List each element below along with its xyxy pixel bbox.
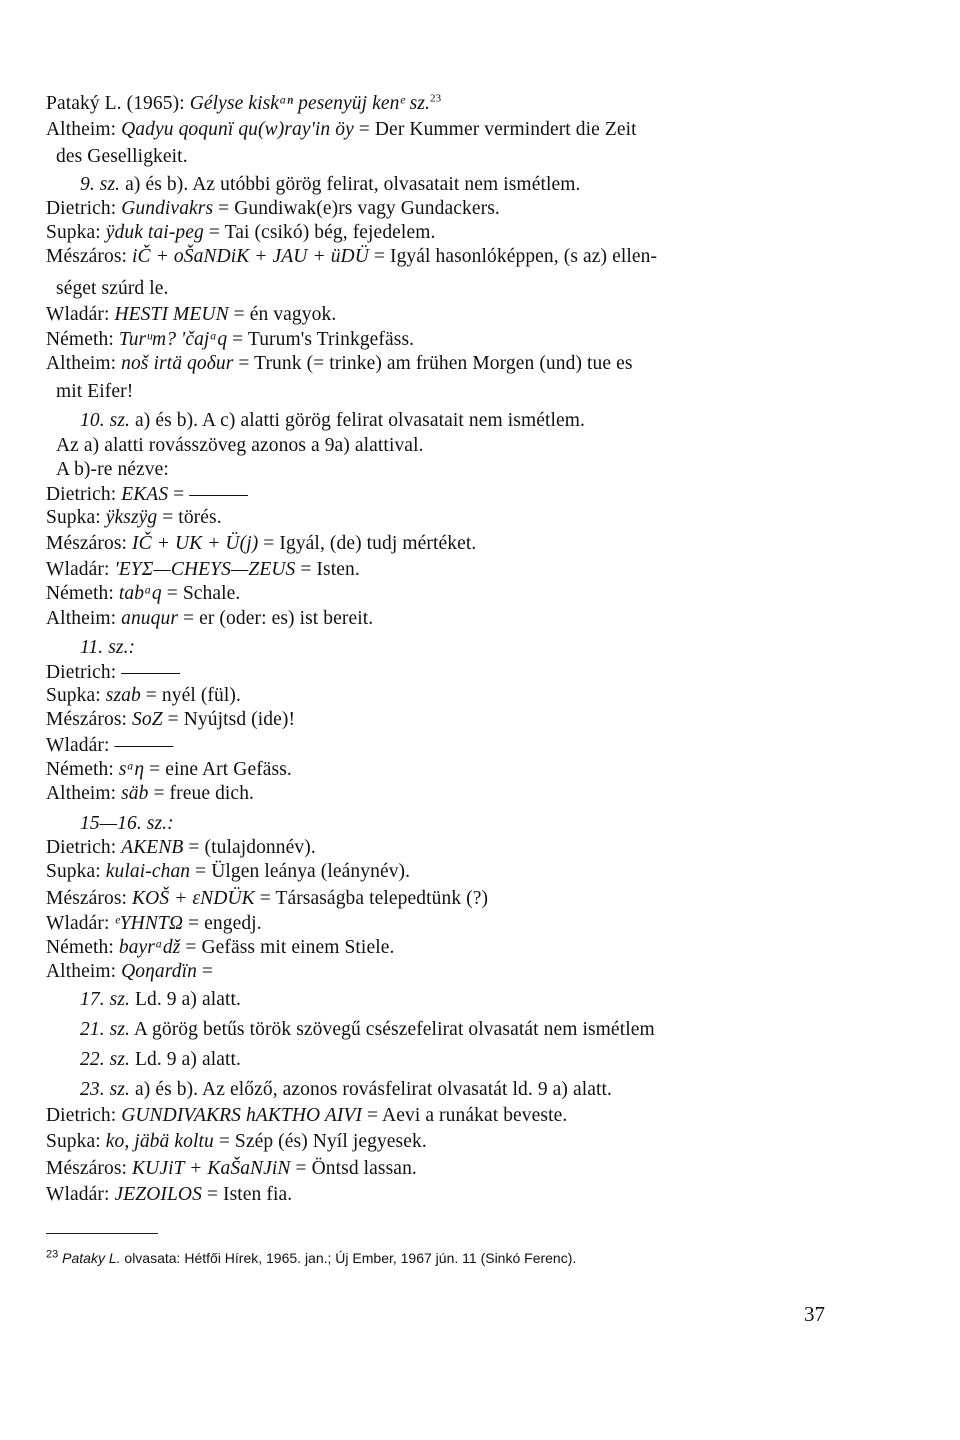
line-prefix: Dietrich: ——— [46, 662, 180, 683]
text-line [46, 352, 633, 376]
footnote [46, 1250, 576, 1266]
line-italic: 21. sz. [80, 1019, 131, 1040]
line-italic: ÿkszÿg [105, 507, 158, 528]
line-prefix: Supka: [46, 222, 106, 243]
line-prefix: Mészáros: [46, 1158, 133, 1179]
line-prefix: Supka: [46, 861, 106, 882]
line-italic: EKAS [121, 484, 169, 505]
text-line [56, 458, 169, 482]
text-line [46, 1157, 417, 1181]
line-prefix: Altheim: [46, 119, 122, 140]
line-suffix: = Nyújtsd (ide)! [162, 709, 296, 730]
text-line [46, 1104, 567, 1128]
line-italic: GUNDIVAKRS hAKTHO AIVI [121, 1105, 363, 1126]
line-italic: 11. sz.: [80, 637, 136, 658]
line-suffix: = Schale. [161, 583, 241, 604]
line-suffix: = Ülgen leánya (leánynév). [190, 861, 411, 882]
line-italic: noš irtä qoδur [121, 353, 234, 374]
line-italic: iČ + oŠaNDiK + JAU + üDÜ [132, 246, 369, 267]
text-line [46, 860, 410, 884]
line-prefix: Mészáros: [46, 246, 133, 267]
line-prefix: Altheim: [46, 961, 122, 982]
footnote-text: olvasata: Hétfői Hírek, 1965. jan.; Új Ember, 1967 jún. 11 (Sinkó Ferenc). [120, 1250, 577, 1266]
line-italic: Gundivakrs [121, 198, 214, 219]
text-line [56, 380, 133, 404]
text-line [80, 1018, 655, 1042]
line-prefix: Mészáros: [46, 533, 133, 554]
text-line [46, 960, 213, 984]
line-suffix: = ——— [168, 484, 249, 505]
line-italic: Qadyu qoqunï qu(w)ray'in öy [121, 119, 354, 140]
line-suffix: = nyél (fül). [140, 685, 241, 706]
line-prefix: Németh: [46, 583, 119, 604]
text-line [46, 118, 637, 142]
line-suffix: = freue dich. [148, 783, 255, 804]
footnote-author: Pataky L. [62, 1250, 121, 1266]
line-prefix: Supka: [46, 1131, 106, 1152]
text-line [46, 758, 292, 782]
line-italic: 22. sz. [80, 1049, 131, 1070]
line-suffix: = Gefäss mit einem Stiele. [180, 937, 395, 958]
line-italic: anuqur [121, 608, 179, 629]
line-prefix: Mészáros: [46, 888, 133, 909]
text-line [46, 912, 262, 936]
line-prefix: Wladár: [46, 559, 115, 580]
line-suffix: = Gundiwak(e)rs vagy Gundackers. [213, 198, 500, 219]
line-italic: 9. sz. [80, 174, 121, 195]
line-suffix: Ld. 9 a) alatt. [130, 1049, 241, 1070]
text-line [80, 812, 174, 836]
line-suffix: A görög betűs török szövegű csészefelirat olvasatát nem ismétlem [130, 1019, 655, 1040]
text-line [46, 936, 394, 960]
line-suffix: Ld. 9 a) alatt. [130, 989, 241, 1010]
line-prefix: Wladár: [46, 1184, 115, 1205]
line-italic: 15—16. sz.: [80, 813, 174, 834]
line-italic: szab [105, 685, 141, 706]
line-prefix: Németh: [46, 329, 119, 350]
footnote-rule [46, 1233, 158, 1234]
text-line [46, 483, 248, 507]
text-line [46, 506, 222, 530]
line-suffix: a) és b). Az utóbbi görög felirat, olvasatait nem ismétlem. [120, 174, 581, 195]
line-prefix: Supka: [46, 507, 106, 528]
line-suffix: = er (oder: es) ist bereit. [178, 608, 374, 629]
text-line [46, 782, 254, 806]
line-suffix: = Isten fia. [201, 1184, 293, 1205]
text-line [46, 734, 173, 758]
line-suffix: = (tulajdonnév). [183, 837, 316, 858]
line-italic: SoZ [132, 709, 163, 730]
line-italic: IČ + UK + Ü(j) [132, 533, 259, 554]
line-italic: AKENB [121, 837, 184, 858]
line-suffix: = törés. [157, 507, 222, 528]
text-line [46, 1183, 292, 1207]
line-suffix: = [196, 961, 214, 982]
line-prefix: Altheim: [46, 608, 122, 629]
line-prefix: Supka: [46, 685, 106, 706]
line-italic: kulai-chan [105, 861, 191, 882]
text-line [80, 1048, 241, 1072]
line-prefix: Németh: [46, 759, 119, 780]
line-suffix: = Öntsd lassan. [290, 1158, 417, 1179]
line-prefix: Wladár: ——— [46, 735, 174, 756]
line-prefix: Dietrich: [46, 1105, 122, 1126]
line-prefix: Az a) alatti rovásszöveg azonos a 9a) alattival. [56, 435, 424, 456]
line-suffix: a) és b). Az előző, azonos rovásfelirat olvasatát ld. 9 a) alatt. [130, 1079, 613, 1100]
text-line [46, 708, 295, 732]
footnote-ref: 23 [430, 92, 442, 105]
line-suffix: = Turum's Trinkgefäss. [227, 329, 415, 350]
line-suffix: = Trunk (= trinke) am frühen Morgen (und) tue es [233, 353, 633, 374]
line-italic: ᵉYHNTΩ [114, 913, 184, 934]
text-line [46, 328, 414, 352]
line-italic: Qoηardïn [121, 961, 197, 982]
text-line [56, 277, 169, 301]
line-italic: ko, jäbä koltu [105, 1131, 214, 1152]
line-prefix: Németh: [46, 937, 119, 958]
line-italic: Turᵘm? 'čajᵃq [118, 329, 228, 350]
text-line [46, 558, 360, 582]
line-italic: 10. sz. [80, 410, 131, 431]
line-italic: säb [121, 783, 149, 804]
text-line [80, 1078, 612, 1102]
line-suffix: = én vagyok. [228, 304, 337, 325]
line-prefix: séget szúrd le. [56, 278, 169, 299]
line-suffix: = engedj. [183, 913, 262, 934]
text-line [46, 582, 240, 606]
line-prefix: Wladár: [46, 913, 115, 934]
line-prefix: Mészáros: [46, 709, 133, 730]
line-suffix: = Társaságba telepedtünk (?) [254, 888, 489, 909]
line-suffix: = Igyál hasonlóképpen, (s az) ellen- [368, 246, 658, 267]
line-prefix: Altheim: [46, 783, 122, 804]
text-line [46, 197, 500, 221]
line-italic: ÿduk tai-peg [105, 222, 204, 243]
line-italic: HESTI MEUN [114, 304, 229, 325]
line-italic: 'EYΣ—CHEYS—ZEUS [114, 559, 296, 580]
text-line [46, 245, 657, 269]
line-prefix: Dietrich: [46, 198, 122, 219]
line-italic: JEZOILOS [114, 1184, 202, 1205]
text-line [56, 145, 188, 169]
line-prefix: mit Eifer! [56, 381, 134, 402]
line-italic: tabᵃq [118, 583, 162, 604]
text-line [46, 221, 435, 245]
line-suffix: = Tai (csikó) bég, fejedelem. [203, 222, 436, 243]
footnote-number: 23 [46, 1248, 59, 1261]
text-line [46, 887, 488, 911]
line-italic: KUJiT + KaŠaNJiN [132, 1158, 291, 1179]
line-suffix: = Isten. [295, 559, 360, 580]
line-italic: Gélyse kiskᵃⁿ pesenyüj kenᵉ sz. [189, 93, 431, 114]
text-line [80, 988, 241, 1012]
line-prefix: Dietrich: [46, 837, 122, 858]
line-prefix: Wladár: [46, 304, 115, 325]
text-line [46, 836, 316, 860]
line-prefix: Dietrich: [46, 484, 122, 505]
line-italic: sᵃη [118, 759, 145, 780]
text-line [80, 636, 135, 660]
text-line [46, 607, 373, 631]
line-italic: 17. sz. [80, 989, 131, 1010]
line-prefix: A b)-re nézve: [56, 459, 169, 480]
text-line [46, 1130, 427, 1154]
line-prefix: Pataký L. (1965): [46, 93, 190, 114]
line-prefix: Altheim: [46, 353, 122, 374]
line-suffix: = Szép (és) Nyíl jegyesek. [213, 1131, 427, 1152]
line-suffix: = Der Kummer vermindert die Zeit [353, 119, 637, 140]
text-line [46, 532, 476, 556]
text-line [46, 684, 241, 708]
text-line [80, 409, 585, 433]
line-suffix: = Igyál, (de) tudj mértéket. [258, 533, 477, 554]
text-line [46, 661, 180, 685]
text-line [56, 434, 424, 458]
line-suffix: = eine Art Gefäss. [144, 759, 292, 780]
line-italic: bayrᵃdž [118, 937, 181, 958]
text-line [46, 92, 441, 116]
text-line [80, 173, 581, 197]
line-suffix: a) és b). A c) alatti görög felirat olvasatait nem ismétlem. [130, 410, 586, 431]
line-italic: KOŠ + εNDÜK [132, 888, 255, 909]
line-italic: 23. sz. [80, 1079, 131, 1100]
text-line [46, 303, 336, 327]
line-suffix: = Aevi a runákat beveste. [362, 1105, 568, 1126]
line-prefix: des Geselligkeit. [56, 146, 188, 167]
page-number: 37 [804, 1302, 825, 1326]
